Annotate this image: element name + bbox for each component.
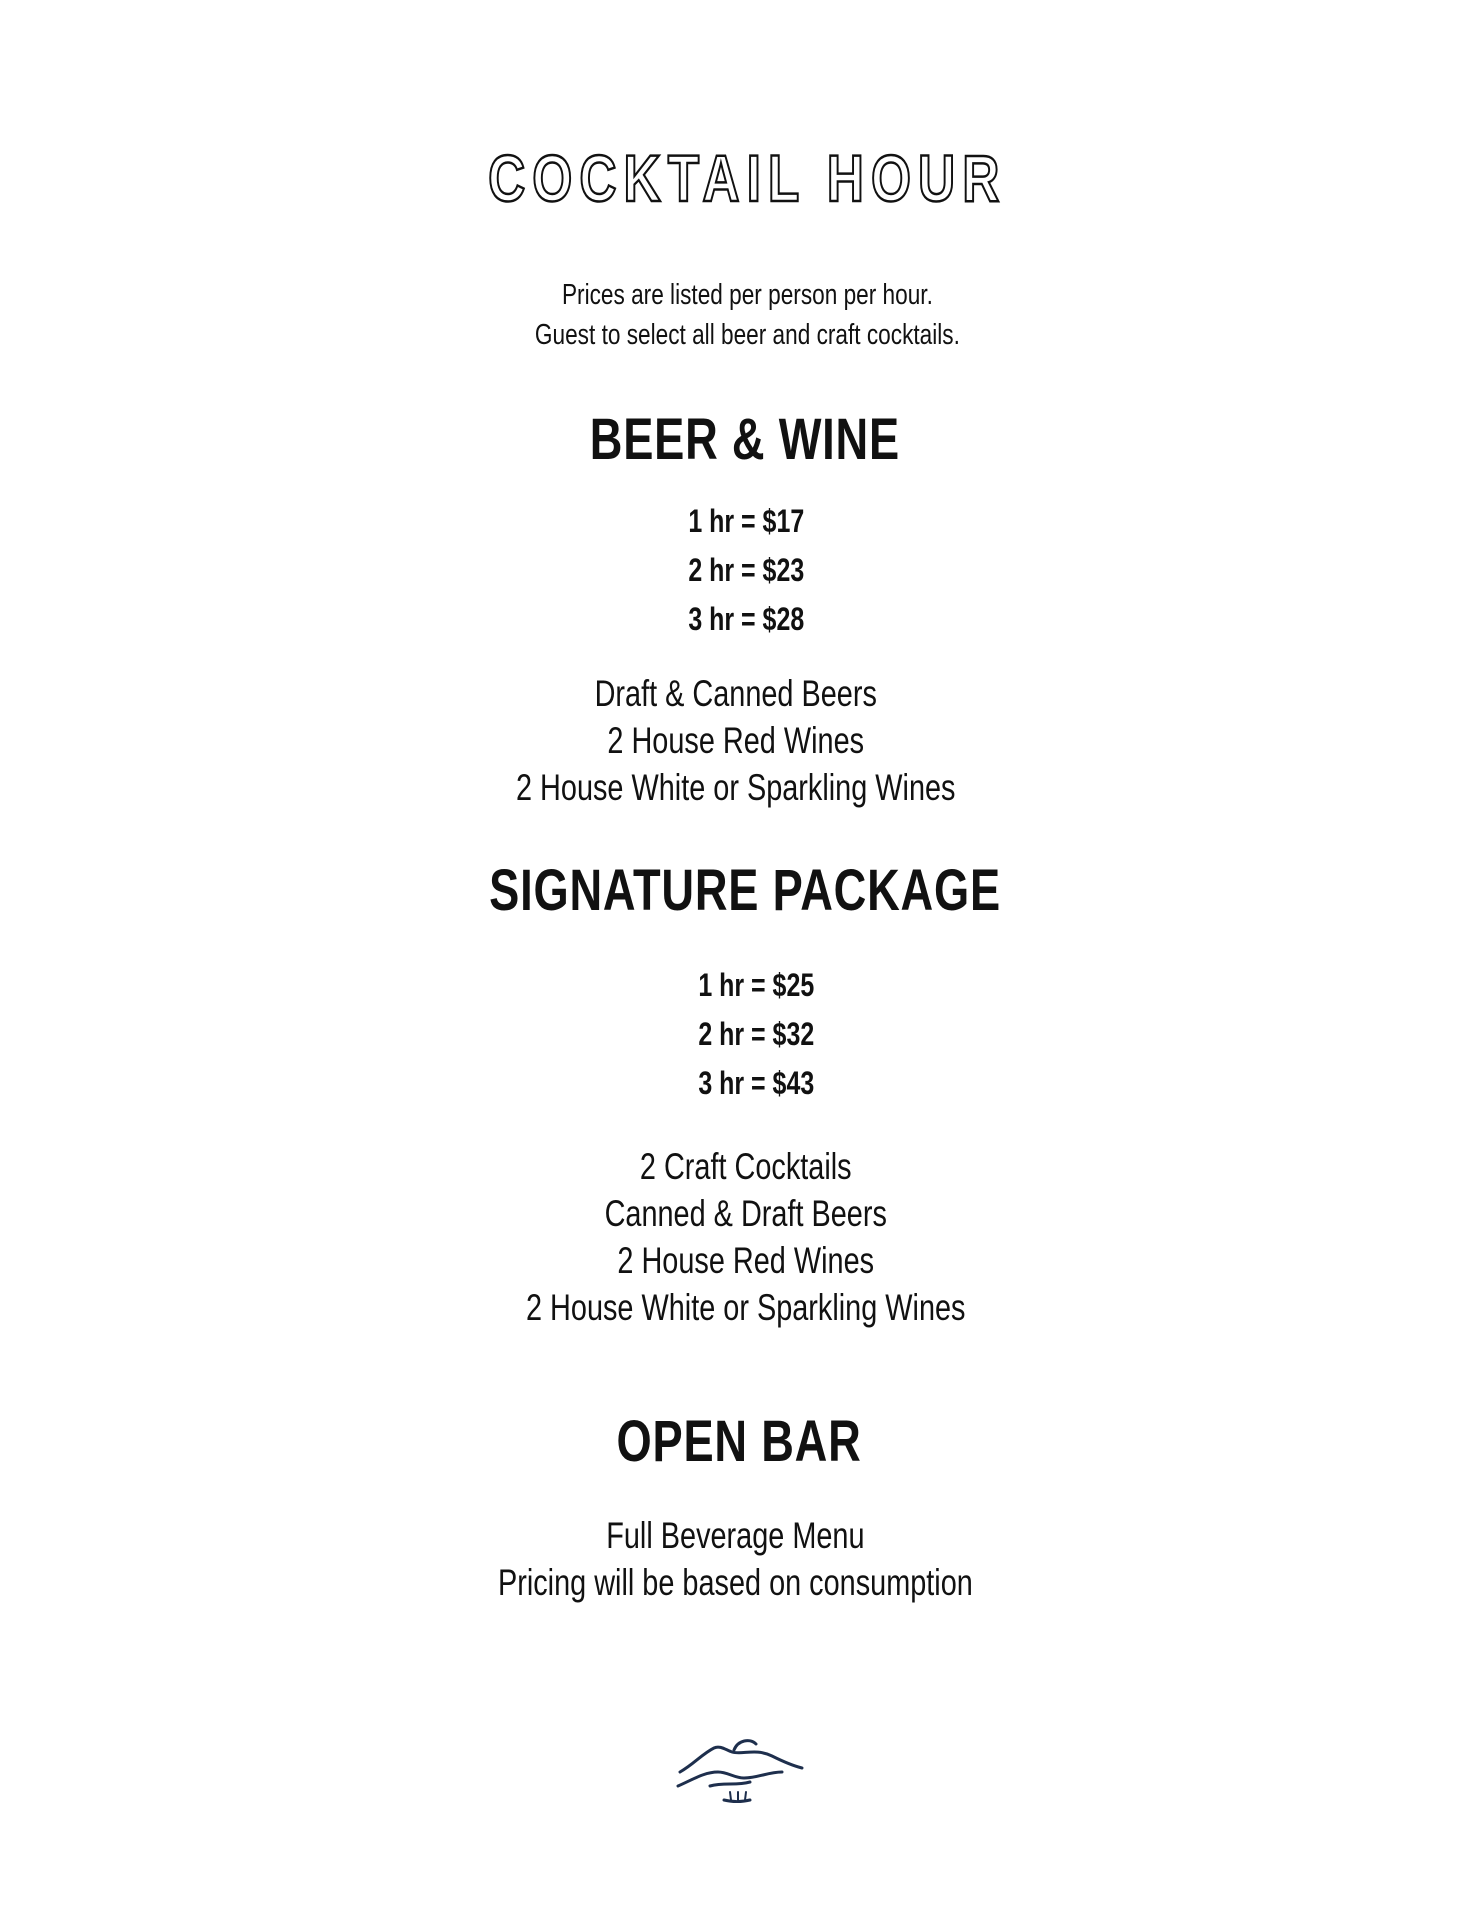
price-line: 1 hr = $17 (688, 503, 804, 539)
price-line: 2 hr = $23 (688, 552, 804, 588)
page-title-text: COCKTAIL HOUR (487, 141, 1007, 215)
menu-item: Pricing will be based on consumption (497, 1562, 973, 1603)
signature-prices (14, 961, 1484, 1108)
menu-item: 2 Craft Cocktails (640, 1146, 852, 1187)
menu-item: Canned & Draft Beers (604, 1193, 888, 1234)
open-bar-heading-text: OPEN BAR (616, 1409, 862, 1474)
price-line: 3 hr = $28 (688, 601, 804, 637)
menu-item: 2 House White or Sparkling Wines (516, 767, 956, 808)
signature-heading-text: SIGNATURE PACKAGE (489, 858, 1001, 923)
mountain-logo-icon (676, 1728, 806, 1808)
page-title (5, 140, 1484, 216)
menu-item: Draft & Canned Beers (594, 673, 878, 714)
menu-item: 2 House Red Wines (607, 720, 865, 761)
beer-wine-items (0, 670, 1478, 811)
intro-line: Prices are listed per person per hour. (561, 279, 933, 311)
open-bar-heading (0, 1408, 1481, 1475)
menu-item: 2 House Red Wines (617, 1240, 875, 1281)
intro-line: Guest to select all beer and craft cocktails. (534, 319, 960, 351)
menu-item: Full Beverage Menu (605, 1515, 865, 1556)
price-line: 2 hr = $32 (698, 1016, 814, 1052)
open-bar-items (0, 1512, 1477, 1606)
price-line: 1 hr = $25 (698, 967, 814, 1003)
intro-text (5, 275, 1484, 355)
signature-items (4, 1143, 1484, 1331)
beer-wine-prices (4, 497, 1484, 644)
beer-wine-heading (3, 406, 1484, 473)
menu-item: 2 House White or Sparkling Wines (526, 1287, 966, 1328)
price-line: 3 hr = $43 (698, 1065, 814, 1101)
signature-heading (3, 857, 1484, 924)
beer-wine-heading-text: BEER & WINE (589, 407, 901, 472)
